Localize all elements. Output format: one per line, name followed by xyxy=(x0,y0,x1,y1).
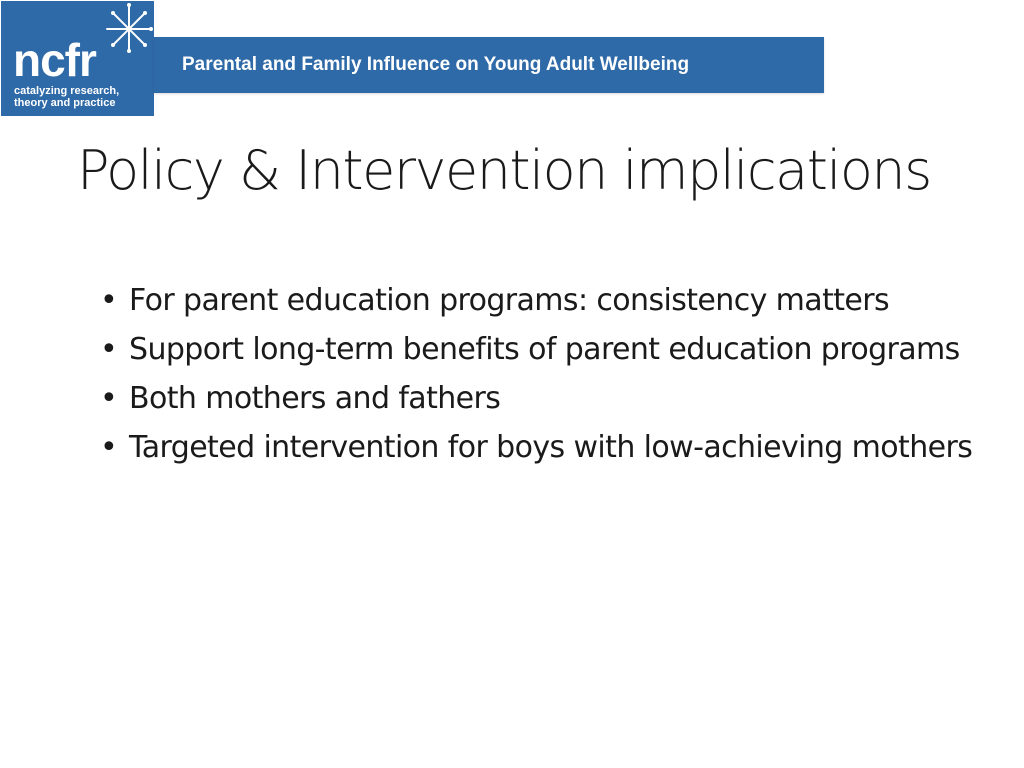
bullet-item xyxy=(100,378,990,420)
bullet-list xyxy=(100,280,990,476)
bullet-item xyxy=(100,427,990,469)
logo-tagline: catalyzing research, theory and practice xyxy=(14,85,120,109)
slide-title: Policy & Intervention implications xyxy=(77,139,931,202)
ncfr-logo xyxy=(1,1,154,116)
bullet-text: Support long-term benefits of parent education programs xyxy=(129,332,960,367)
bullet-text: Both mothers and fathers xyxy=(129,381,501,416)
header-banner xyxy=(154,37,824,93)
bullet-dot-icon: • xyxy=(100,430,118,465)
bullet-text: Targeted intervention for boys with low-achieving mothers xyxy=(129,430,973,465)
bullet-dot-icon: • xyxy=(100,332,118,367)
bullet-dot-icon: • xyxy=(100,381,118,416)
banner-title: Parental and Family Influence on Young Adult Wellbeing xyxy=(182,54,690,75)
bullet-dot-icon: • xyxy=(100,283,118,318)
logo-wordmark: ncfr xyxy=(13,34,96,86)
bullet-item xyxy=(100,280,990,322)
bullet-text: For parent education programs: consistency matters xyxy=(129,283,890,318)
star-burst-icon xyxy=(105,3,153,55)
bullet-item xyxy=(100,329,990,371)
